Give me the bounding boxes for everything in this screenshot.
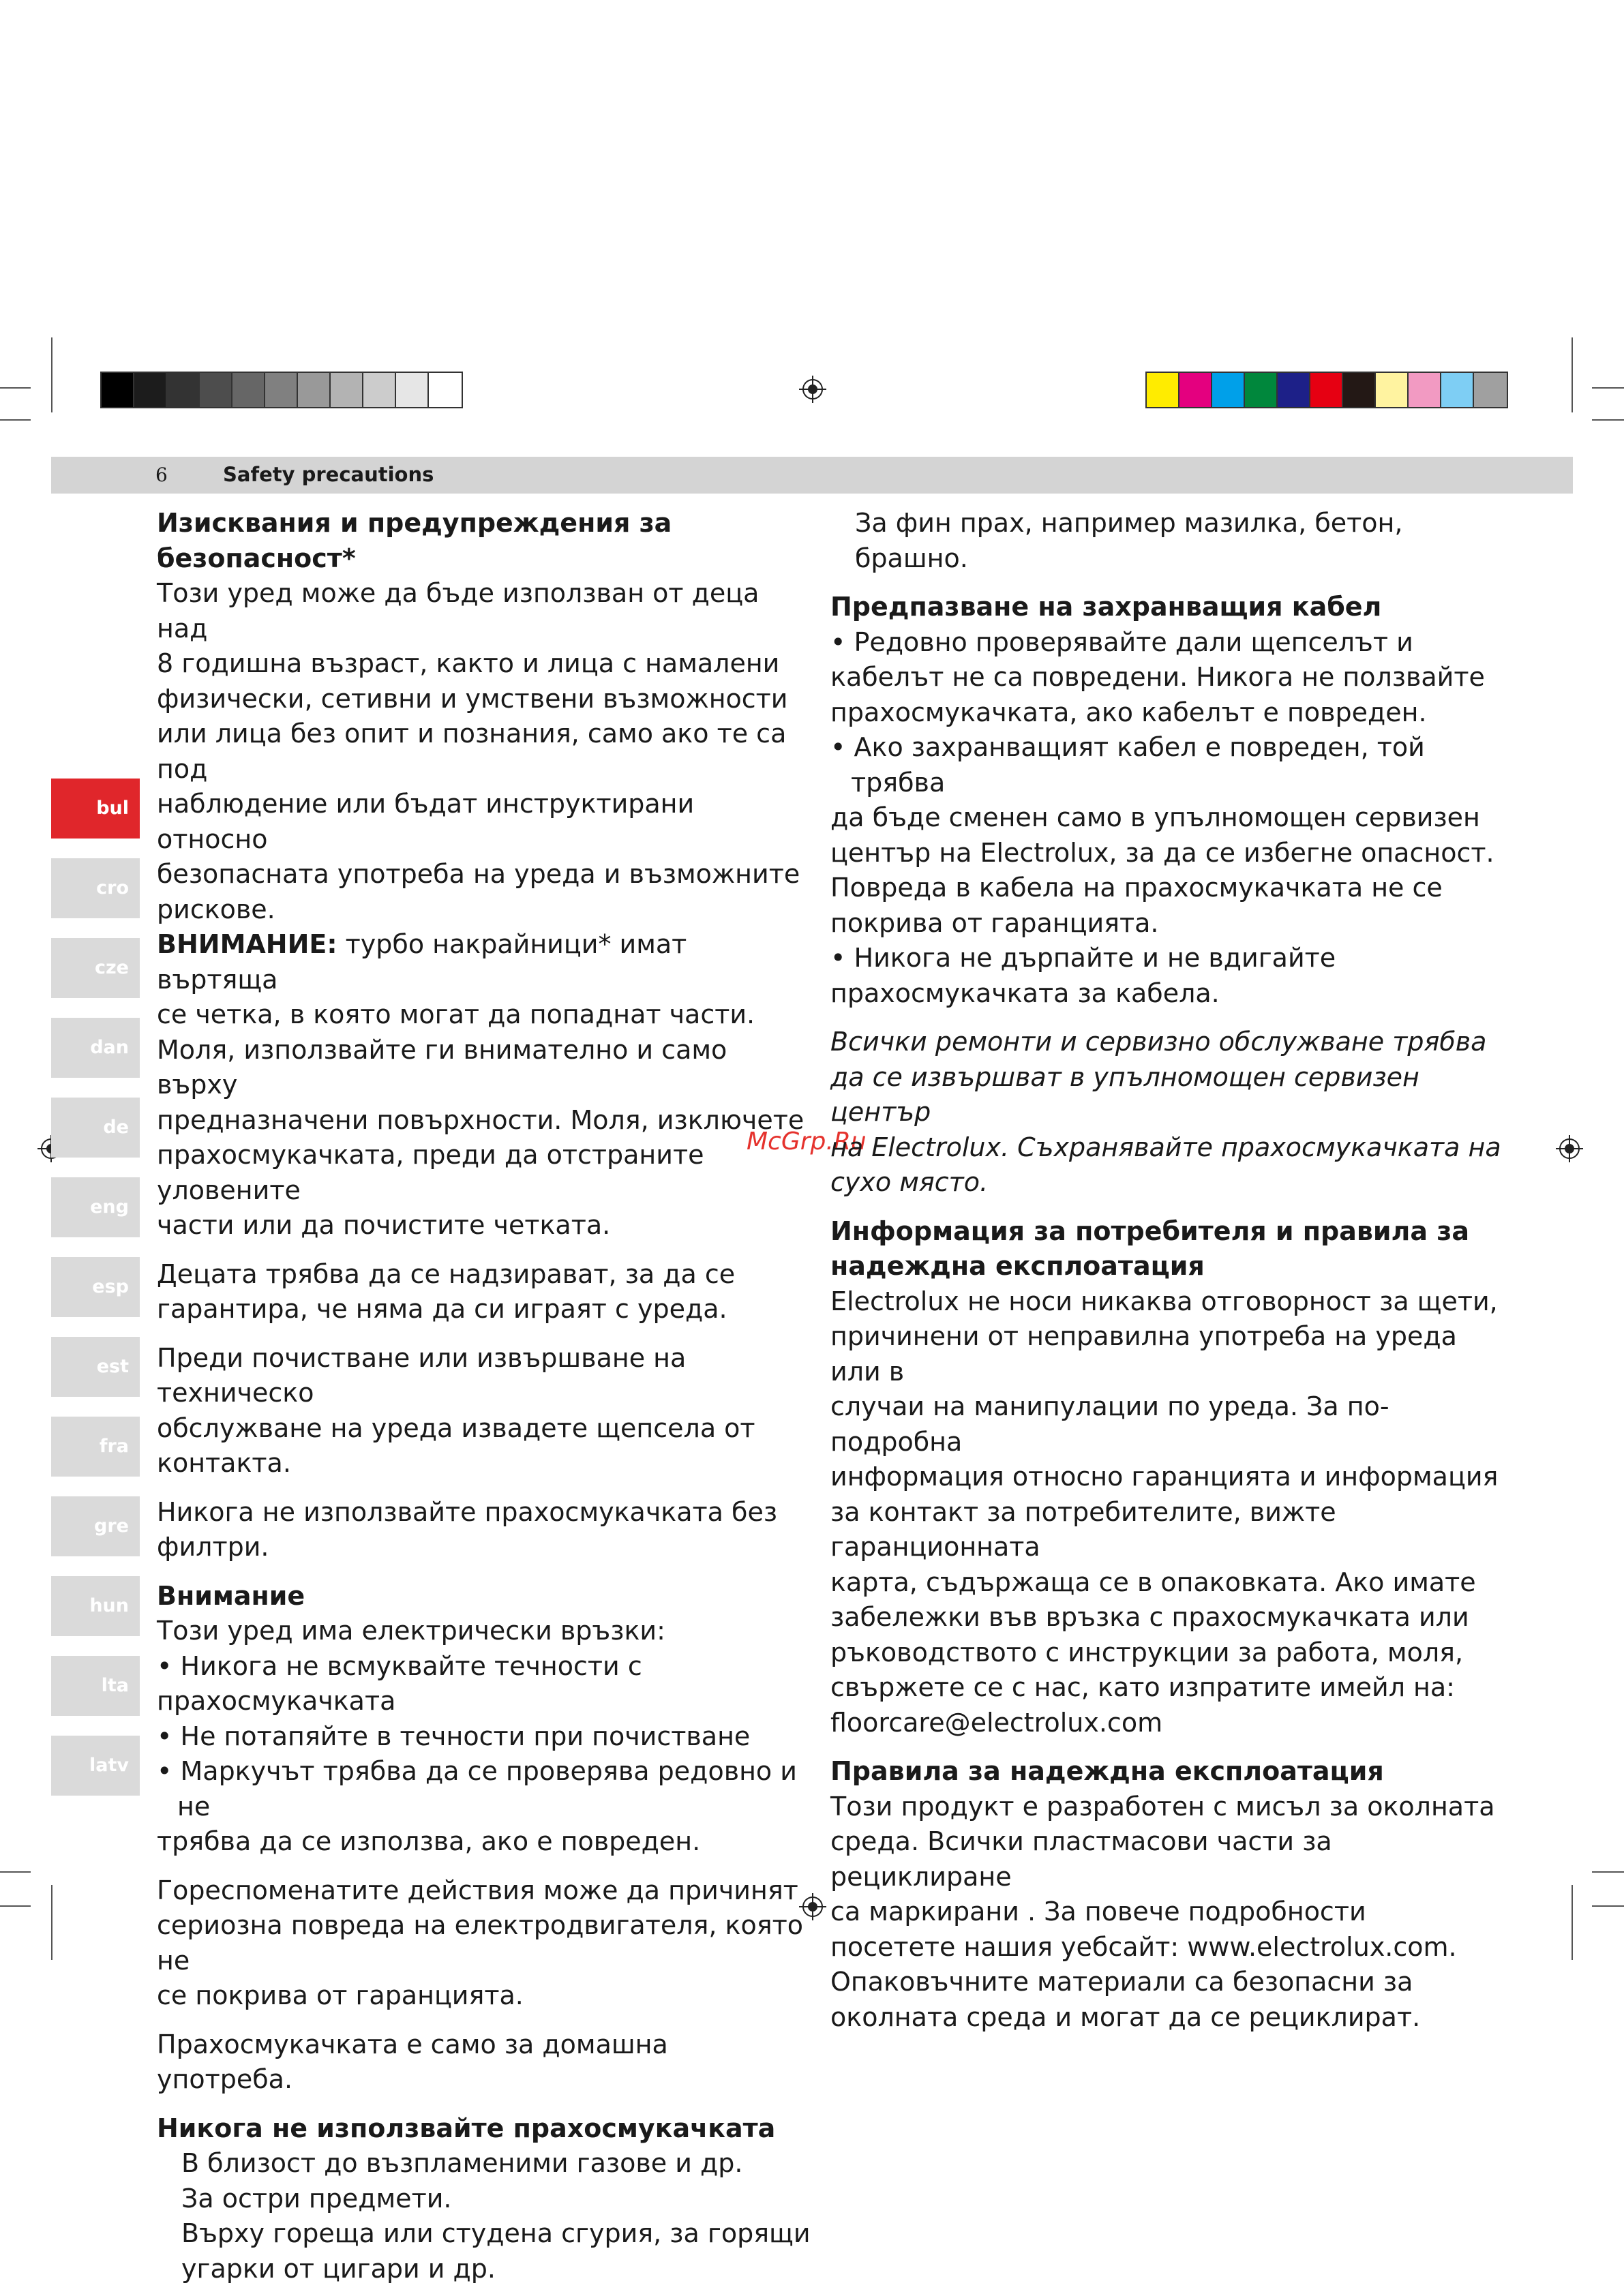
text-line: Този продукт е разработен с мисъл за околната — [830, 1791, 1495, 1822]
consumer-info-heading — [830, 1214, 1512, 1284]
grayscale-swatch — [429, 373, 462, 407]
text-line: свържете се с нас, като изпратите имейл на: — [830, 1672, 1455, 1702]
grayscale-swatch — [102, 373, 134, 407]
text-line: посетете нашия уебсайт: www.electrolux.com. — [830, 1931, 1457, 1962]
language-tab-fra[interactable]: fra — [51, 1417, 140, 1477]
crop-mark — [1572, 337, 1573, 412]
list-item-line: трябва да се използва, ако е повреден. — [157, 1826, 701, 1856]
list-item-line: • Редовно проверявайте дали щепселът и — [830, 626, 1413, 657]
list-item-line: • Ако захранващият кабел е повреден, той трябва — [830, 732, 1425, 798]
warning-continuation — [157, 997, 811, 1243]
list-item-line: кабелът не са повредени. Никога не ползвайте — [830, 662, 1485, 692]
text-line: 8 годишна възраст, както и лица с намалени — [157, 648, 780, 678]
text-line: безопасната употреба на уреда и възможните — [157, 859, 800, 889]
list-item — [830, 941, 1512, 1011]
crop-mark — [1592, 1871, 1624, 1873]
text-line: на Electrolux. Съхранявайте прахосмукачката на — [830, 1132, 1501, 1162]
left-column — [157, 506, 811, 2286]
watermark: McGrp.Ru — [747, 1128, 867, 1155]
text-line: Преди почистване или извършване на техническо — [157, 1342, 687, 1408]
process-swatch — [1245, 373, 1278, 407]
list-item — [157, 1649, 811, 1719]
grayscale-swatch — [232, 373, 265, 407]
intro-paragraph — [157, 576, 811, 927]
language-tab-eng[interactable]: eng — [51, 1177, 140, 1237]
grayscale-swatch — [298, 373, 331, 407]
process-swatch — [1212, 373, 1245, 407]
list-item-line: • Маркучът трябва да се проверява редовно и не — [157, 1756, 797, 1822]
language-tab-dan[interactable]: dan — [51, 1018, 140, 1078]
text-line: предназначени повърхности. Моля, изключете — [157, 1104, 805, 1135]
process-swatch — [1147, 373, 1179, 407]
list-item-line: прахосмукачката — [157, 1686, 396, 1716]
text-line: карта, съдържаща се в опаковката. Ако имате — [830, 1567, 1476, 1597]
cable-bullet-list — [830, 625, 1512, 1012]
crop-mark — [1592, 419, 1624, 421]
consumer-info-paragraph — [830, 1284, 1512, 1741]
process-swatch — [1343, 373, 1376, 407]
language-tab-gre[interactable]: gre — [51, 1496, 140, 1556]
language-tab-est[interactable]: est — [51, 1337, 140, 1397]
crop-mark — [51, 1885, 52, 1960]
text-line: се покрива от гаранцията. — [157, 1980, 524, 2010]
text-line: за контакт за потребителите, вижте гаранционната — [830, 1496, 1336, 1562]
text-line: части или да почистите четката. — [157, 1210, 611, 1240]
grayscale-swatch — [134, 373, 167, 407]
text-line: floorcare@electrolux.com — [830, 1707, 1163, 1738]
cable-heading: Предпазване на захранващия кабел — [830, 592, 1382, 622]
never-use-heading: Никога не използвайте прахосмукачката — [157, 2113, 776, 2143]
list-item-line: Повреда в кабела на прахосмукачката не се — [830, 873, 1443, 903]
heading-line: Информация за потребителя и правила за — [830, 1215, 1469, 1246]
grayscale-swatch — [396, 373, 429, 407]
text-line: да се извършват в упълномощен сервизен център — [830, 1061, 1419, 1127]
damage-paragraph — [157, 1873, 811, 2014]
crop-mark — [1592, 1905, 1624, 1907]
process-swatch — [1278, 373, 1310, 407]
grayscale-swatch — [363, 373, 396, 407]
warning-text: турбо накрайници* имат въртяща — [157, 929, 687, 995]
list-item-line: център на Electrolux, за да се избегне опасност. — [830, 837, 1494, 868]
crop-mark — [0, 419, 31, 421]
crop-mark — [51, 337, 52, 412]
text-line: сериозна повреда на електродвигателя, която не — [157, 1910, 803, 1976]
right-column — [830, 506, 1512, 2035]
text-line: физически, сетивни и умствени възможности — [157, 683, 788, 714]
language-tab-cze[interactable]: cze — [51, 938, 140, 998]
never-use-item: В близост до възпламеними газове и др. — [181, 2148, 743, 2178]
text-line: Опаковъчните материали са безопасни за — [830, 1967, 1413, 1997]
filters-paragraph: Никога не използвайте прахосмукачката без филтри. — [157, 1496, 778, 1562]
language-tab-bul[interactable]: bul — [51, 779, 140, 839]
text-line: Моля, използвайте ги внимателно и само върху — [157, 1034, 727, 1100]
children-paragraph — [157, 1257, 811, 1327]
registration-mark-icon — [799, 376, 826, 403]
crop-mark — [1592, 387, 1624, 389]
text-line: прахосмукачката, преди да отстраните уловените — [157, 1140, 704, 1205]
list-item-line: прахосмукачката, ако кабелът е повреден. — [830, 697, 1427, 727]
text-line: околната среда и могат да се рециклират. — [830, 2002, 1421, 2032]
never-use-list — [157, 2146, 811, 2286]
list-item — [830, 625, 1512, 731]
language-tab-hun[interactable]: hun — [51, 1576, 140, 1636]
language-tab-esp[interactable]: esp — [51, 1257, 140, 1317]
text-line: се четка, в която могат да попаднат части. — [157, 999, 755, 1029]
warning-paragraph — [157, 927, 811, 997]
text-line: Децата трябва да се надзирават, за да се — [157, 1258, 736, 1289]
text-line: причинени от неправилна употреба на уреда или в — [830, 1321, 1457, 1387]
safety-heading: Изисквания и предупреждения за безопасност* — [157, 508, 672, 573]
crop-mark — [0, 1871, 31, 1873]
text-line: гарантира, че няма да си играят с уреда. — [157, 1294, 727, 1324]
list-item — [830, 730, 1512, 941]
electrical-bullet-list — [157, 1649, 811, 1860]
text-line: забележки във връзка с прахосмукачката или — [830, 1602, 1469, 1632]
crop-mark — [0, 387, 31, 389]
text-line: или лица без опит и познания, само ако те са под — [157, 719, 787, 784]
text-line: сухо място. — [830, 1167, 989, 1197]
list-item — [157, 1754, 811, 1860]
never-use-item: Върху гореща или студена сгурия, за горящи — [181, 2218, 811, 2248]
language-tab-lta[interactable]: lta — [51, 1656, 140, 1716]
list-item-line: да бъде сменен само в упълномощен сервизен — [830, 802, 1480, 832]
section-title: Safety precautions — [223, 463, 434, 486]
process-swatch — [1441, 373, 1474, 407]
language-tab-cro[interactable]: cro — [51, 858, 140, 918]
unplug-paragraph — [157, 1341, 811, 1481]
fine-dust-line: За фин прах, например мазилка, бетон, брашно. — [855, 508, 1403, 573]
list-item-line: • Никога не всмуквайте течности с — [157, 1650, 642, 1681]
list-item-line: покрива от гаранцията. — [830, 907, 1159, 938]
text-line: информация относно гаранцията и информация — [830, 1462, 1499, 1492]
text-line: рискове. — [157, 894, 275, 924]
text-line: Electrolux не носи никаква отговорност за щети, — [830, 1286, 1498, 1316]
text-line: обслужване на уреда извадете щепсела от контакта. — [157, 1413, 755, 1478]
text-line: случаи на манипулации по уреда. За по-подробна — [830, 1391, 1389, 1457]
text-line: Всички ремонти и сервизно обслужване трябва — [830, 1027, 1487, 1057]
text-line: среда. Всички пластмасови части за рециклиране — [830, 1826, 1332, 1892]
environment-heading: Правила за надеждна експлоатация — [830, 1756, 1384, 1786]
electrical-intro: Този уред има електрически връзки: — [157, 1616, 665, 1646]
warning-label: ВНИМАНИЕ: — [157, 929, 337, 959]
heading-line: надеждна експлоатация — [830, 1251, 1205, 1281]
text-line: Гореспоменатите действия може да причинят — [157, 1875, 798, 1905]
household-paragraph: Прахосмукачката е само за домашна употреба. — [157, 2029, 668, 2094]
process-swatch — [1409, 373, 1441, 407]
list-item-line: • Никога не дърпайте и не вдигайте — [830, 943, 1336, 973]
list-item-line: прахосмукачката за кабела. — [830, 978, 1220, 1008]
grayscale-swatch — [200, 373, 232, 407]
text-line: Този уред може да бъде използван от деца над — [157, 578, 760, 644]
repair-note — [830, 1025, 1512, 1200]
text-line: ръководството с инструкции за работа, моля, — [830, 1637, 1464, 1667]
language-tab-latv[interactable]: latv — [51, 1736, 140, 1796]
never-use-item: За остри предмети. — [181, 2183, 452, 2214]
list-item-line: • Не потапяйте в течности при почистване — [157, 1721, 751, 1751]
process-swatch — [1310, 373, 1343, 407]
grayscale-swatch — [331, 373, 363, 407]
process-color-bar — [1145, 372, 1508, 408]
text-line: са маркирани . За повече подробности — [830, 1897, 1366, 1927]
crop-mark — [1572, 1885, 1573, 1960]
grayscale-color-bar — [100, 372, 463, 408]
list-item — [157, 1719, 811, 1755]
page-number: 6 — [155, 464, 168, 486]
grayscale-swatch — [167, 373, 200, 407]
text-line: наблюдение или бъдат инструктирани относно — [157, 789, 695, 854]
grayscale-swatch — [265, 373, 298, 407]
never-use-item: угарки от цигари и др. — [181, 2253, 496, 2284]
process-swatch — [1376, 373, 1409, 407]
process-swatch — [1474, 373, 1507, 407]
caution-heading: Внимание — [157, 1580, 305, 1611]
registration-mark-icon — [1556, 1135, 1583, 1162]
language-tab-de[interactable]: de — [51, 1098, 140, 1158]
crop-mark — [0, 1905, 31, 1907]
process-swatch — [1179, 373, 1212, 407]
environment-paragraph — [830, 1789, 1512, 2036]
